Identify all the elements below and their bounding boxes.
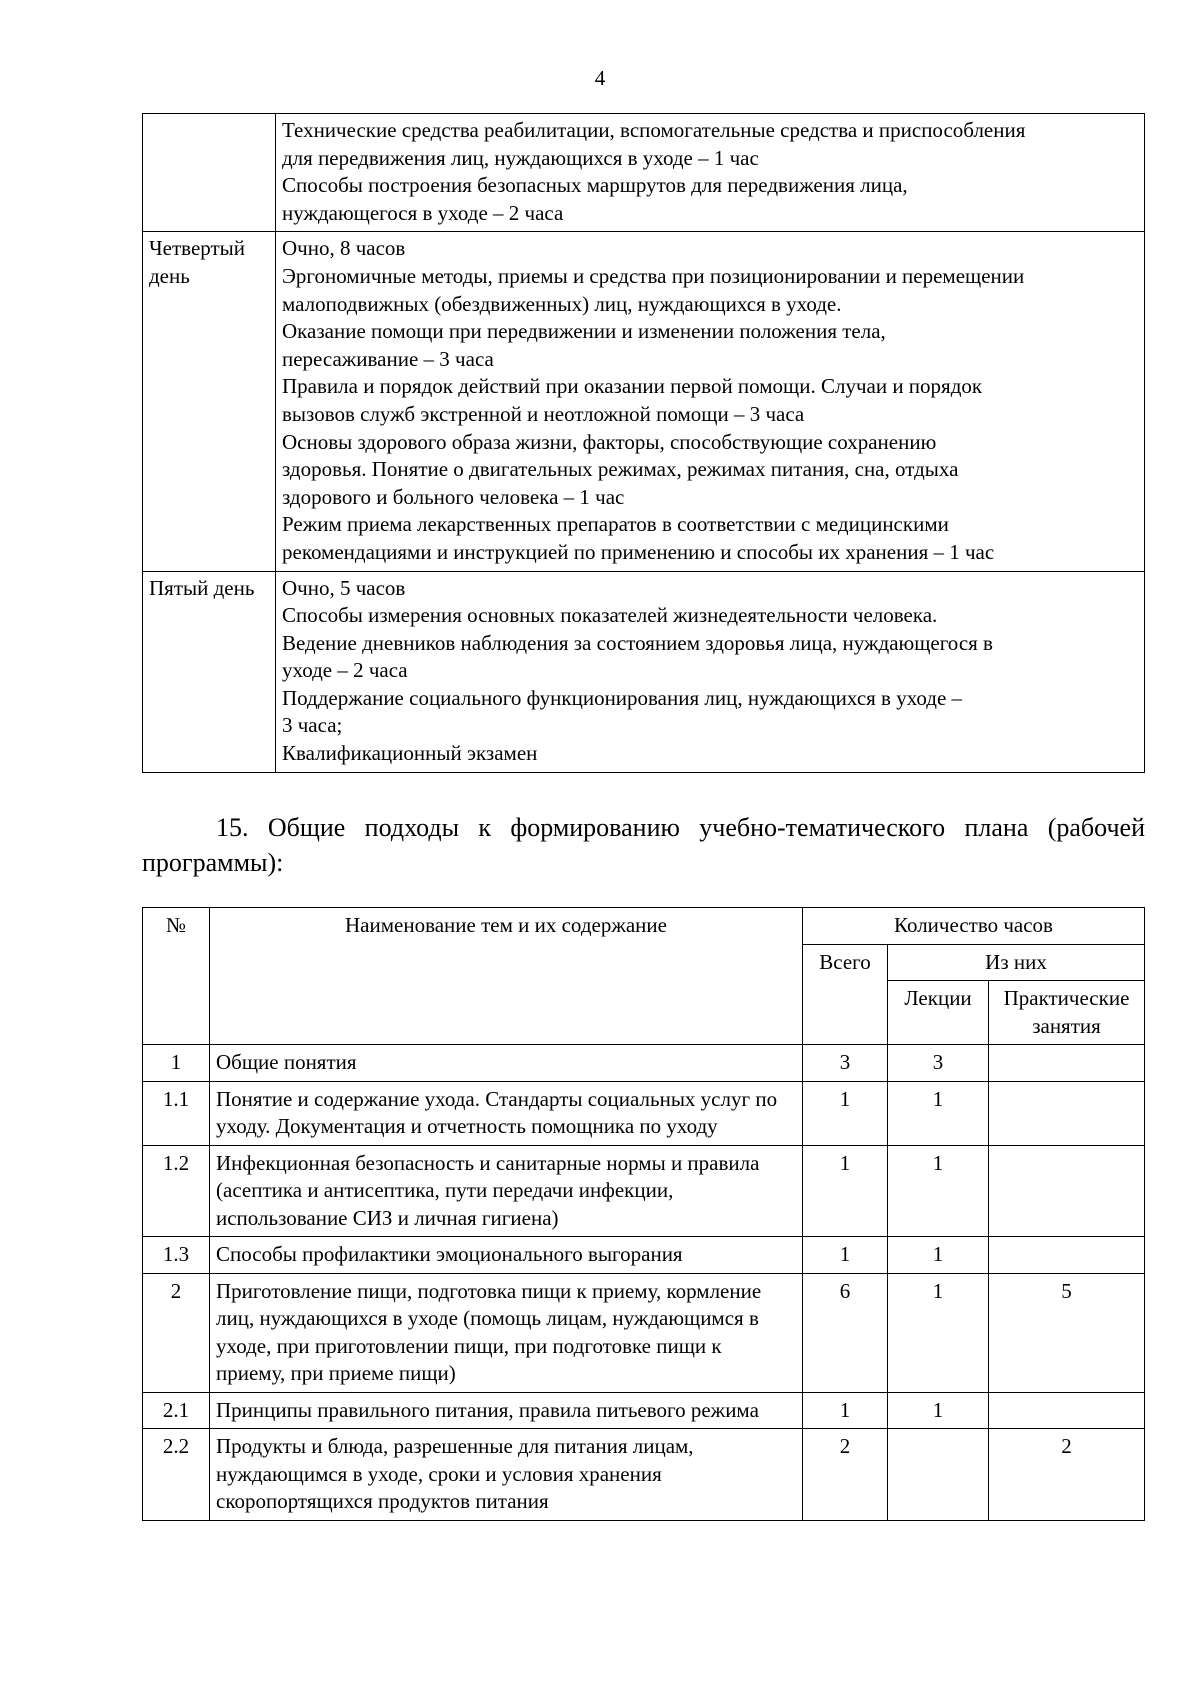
row-topic: Продукты и блюда, разрешенные для питания лицам, нуждающимся в уходе, сроки и условия хранения скоропортящихся продуктов питания xyxy=(210,1429,803,1521)
schedule-line: Ведение дневников наблюдения за состоянием здоровья лица, нуждающегося в xyxy=(282,630,993,655)
row-topic: Понятие и содержание ухода. Стандарты социальных услуг по уходу. Документация и отчетность помощника по уходу xyxy=(210,1081,803,1145)
schedule-content xyxy=(276,114,1145,232)
schedule-line: малоподвижных (обездвиженных) лиц, нуждающихся в уходе. xyxy=(282,291,842,316)
row-total: 1 xyxy=(803,1237,888,1274)
row-number: 1 xyxy=(143,1045,210,1082)
row-practical: 2 xyxy=(989,1429,1145,1521)
row-practical xyxy=(989,1392,1145,1429)
schedule-line: рекомендациями и инструкцией по применению и способы их хранения – 1 час xyxy=(282,539,995,564)
row-topic: Общие понятия xyxy=(210,1045,803,1082)
row-number: 1.1 xyxy=(143,1081,210,1145)
schedule-line: Основы здорового образа жизни, факторы, способствующие сохранению xyxy=(282,429,937,454)
row-topic: Принципы правильного питания, правила питьевого режима xyxy=(210,1392,803,1429)
schedule-content xyxy=(276,232,1145,571)
schedule-row xyxy=(143,114,1145,232)
row-lectures: 1 xyxy=(888,1392,989,1429)
page-number: 4 xyxy=(594,66,606,90)
row-number: 1.3 xyxy=(143,1237,210,1274)
curriculum-plan-table xyxy=(142,907,1145,1521)
schedule-line: Очно, 8 часов xyxy=(282,236,406,261)
schedule-line: Правила и порядок действий при оказании первой помощи. Случаи и порядок xyxy=(282,374,983,399)
schedule-row xyxy=(143,232,1145,571)
row-number: 1.2 xyxy=(143,1145,210,1237)
header-lectures: Лекции xyxy=(888,981,989,1045)
schedule-table xyxy=(142,113,1145,773)
row-practical xyxy=(989,1081,1145,1145)
row-total: 3 xyxy=(803,1045,888,1082)
schedule-line: здоровья. Понятие о двигательных режимах, режимах питания, сна, отдыха xyxy=(282,457,959,482)
row-lectures: 1 xyxy=(888,1273,989,1392)
row-total: 1 xyxy=(803,1081,888,1145)
schedule-line: Поддержание социального функционирования лиц, нуждающихся в уходе – xyxy=(282,685,963,710)
table-row xyxy=(143,1081,1145,1145)
row-practical xyxy=(989,1045,1145,1082)
schedule-content xyxy=(276,571,1145,772)
schedule-line: Очно, 5 часов xyxy=(282,575,406,600)
row-lectures: 1 xyxy=(888,1237,989,1274)
schedule-line: здорового и больного человека – 1 час xyxy=(282,484,625,509)
schedule-line: Эргономичные методы, приемы и средства при позиционировании и перемещении xyxy=(282,263,1025,288)
row-practical xyxy=(989,1237,1145,1274)
row-total: 1 xyxy=(803,1145,888,1237)
table-row xyxy=(143,1237,1145,1274)
row-lectures xyxy=(888,1429,989,1521)
header-practical: Практические занятия xyxy=(989,981,1145,1045)
row-number: 2.2 xyxy=(143,1429,210,1521)
row-lectures: 1 xyxy=(888,1145,989,1237)
schedule-day: Пятый день xyxy=(143,571,276,772)
header-of-them: Из них xyxy=(888,944,1145,981)
row-topic: Инфекционная безопасность и санитарные нормы и правила (асептика и антисептика, пути передачи инфекции, использование СИЗ и личная гигиена) xyxy=(210,1145,803,1237)
table-row xyxy=(143,1045,1145,1082)
table-row xyxy=(143,1429,1145,1521)
row-practical xyxy=(989,1145,1145,1237)
schedule-line: Оказание помощи при передвижении и изменении положения тела, xyxy=(282,319,886,344)
schedule-row xyxy=(143,571,1145,772)
row-lectures: 3 xyxy=(888,1045,989,1082)
schedule-day xyxy=(143,114,276,232)
row-practical: 5 xyxy=(989,1273,1145,1392)
row-number: 2 xyxy=(143,1273,210,1392)
schedule-line: Квалификационный экзамен xyxy=(282,741,538,766)
row-lectures: 1 xyxy=(888,1081,989,1145)
header-number: № xyxy=(143,908,210,1045)
header-total: Всего xyxy=(803,944,888,1045)
row-topic: Способы профилактики эмоционального выгорания xyxy=(210,1237,803,1274)
schedule-line: вызовов служб экстренной и неотложной помощи – 3 часа xyxy=(282,401,805,426)
schedule-line: Режим приема лекарственных препаратов в соответствии с медицинскими xyxy=(282,512,949,537)
row-total: 6 xyxy=(803,1273,888,1392)
header-hours: Количество часов xyxy=(803,908,1145,945)
row-total: 1 xyxy=(803,1392,888,1429)
schedule-line: уходе – 2 часа xyxy=(282,658,408,683)
table-row xyxy=(143,1392,1145,1429)
row-number: 2.1 xyxy=(143,1392,210,1429)
table-row xyxy=(143,1145,1145,1237)
schedule-line: нуждающегося в уходе – 2 часа xyxy=(282,200,564,225)
header-topic-name: Наименование тем и их содержание xyxy=(210,908,803,1045)
table-row xyxy=(143,1273,1145,1392)
schedule-line: для передвижения лиц, нуждающихся в уходе – 1 час xyxy=(282,145,759,170)
schedule-line: Технические средства реабилитации, вспомогательные средства и приспособления xyxy=(282,118,1026,142)
schedule-day: Четвертый день xyxy=(143,232,276,571)
schedule-line: 3 часа; xyxy=(282,713,343,738)
row-topic: Приготовление пищи, подготовка пищи к приему, кормление лиц, нуждающихся в уходе (помощь лицам, нуждающимся в уходе, при приготовлении пищи, при подготовке пищи к приему, при приеме пищи) xyxy=(210,1273,803,1392)
schedule-line: пересаживание – 3 часа xyxy=(282,346,494,371)
section-heading: 15. Общие подходы к формированию учебно-тематического плана (рабочей программы): xyxy=(142,813,1145,877)
row-total: 2 xyxy=(803,1429,888,1521)
plan-header-row xyxy=(143,908,1145,945)
schedule-line: Способы измерения основных показателей жизнедеятельности человека. xyxy=(282,603,938,628)
schedule-line: Способы построения безопасных маршрутов для передвижения лица, xyxy=(282,173,908,198)
